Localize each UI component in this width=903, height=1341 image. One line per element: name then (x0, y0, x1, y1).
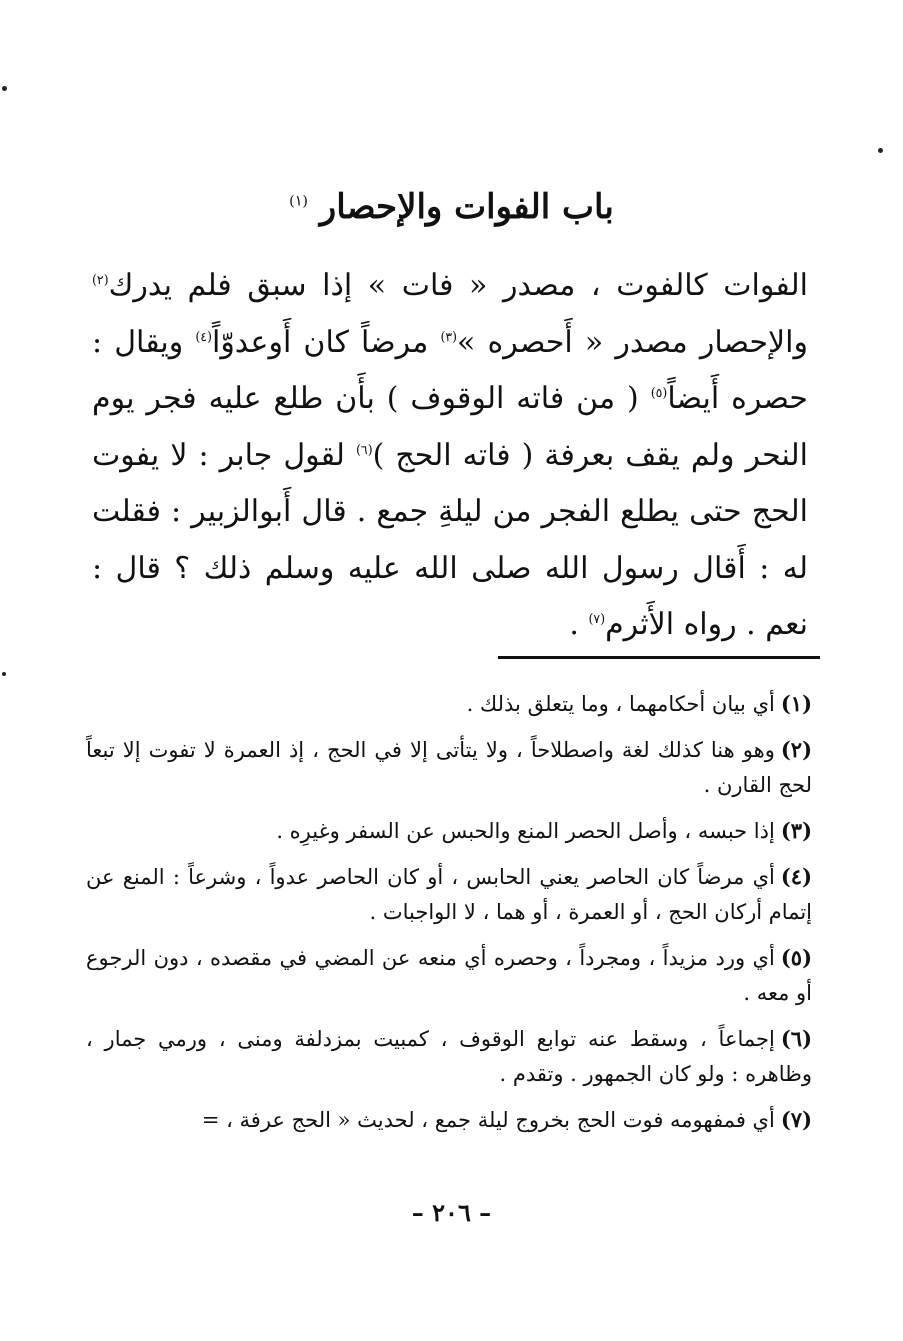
chapter-title-text: باب الفوات والإحصار (319, 187, 614, 227)
footnote-text: إذا حبسه ، وأصل الحصر المنع والحبس عن السفر وغيرِه . (276, 819, 775, 843)
footnote-text: أي ورد مزيداً ، ومجرداً ، وحصره أي منعه عن المضي في مقصده ، دون الرجوع أو معه . (86, 946, 812, 1005)
main-text-segment: والإحصار مصدر « أَحصره » (457, 324, 808, 360)
scan-speck (2, 672, 6, 676)
footnote (86, 732, 812, 803)
footnote-ref: (١) (289, 193, 308, 210)
footnote-text: أي بيان أحكامهما ، وما يتعلق بذلك . (466, 692, 775, 716)
footnote-text: أي فمفهومه فوت الحج بخروج ليلة جمع ، لحديث « الحج عرفة ، = (201, 1108, 775, 1132)
footnotes (86, 686, 812, 1148)
footnote-number: (٤) (780, 864, 812, 889)
footnote-text: إجماعاً ، وسقط عنه توابع الوقوف ، كمبيت بمزدلفة ومنى ، ورمي جمار ، وظاهره : ولو كان الجمهور . وتقدم . (86, 1027, 812, 1086)
footnote-number: (٣) (780, 818, 812, 843)
main-text-segment: مرضاً كان أَوعدوّاً (211, 324, 429, 360)
page-number: – ٢٠٦ – (411, 1198, 492, 1227)
main-text-segment: لقول جابر : لا يفوت الحج حتى يطلع الفجر من ليلةِ جمع . قال أَبوالزبير : فقلت له : أَقال رسول الله صلى الله عليه وسلم ذلك ؟ قال : نعم . رواه الأَثرم (92, 437, 808, 642)
main-text-segment: الفوات كالفوت ، مصدر « فات » إذا سبق فلم يدرك (108, 268, 808, 303)
footnote (86, 1102, 812, 1138)
scan-speck (2, 86, 7, 91)
main-paragraph (92, 258, 808, 654)
footnote-ref: (٢) (92, 272, 109, 287)
footnote-number: (١) (780, 691, 812, 716)
footnote-number: (٦) (780, 1026, 812, 1051)
footnote (86, 859, 812, 930)
footnote-ref: (٤) (195, 328, 212, 344)
scan-speck (878, 148, 883, 153)
footnote-text: أي مرضاً كان الحاصر يعني الحابس ، أو كان الحاصر عدواً ، وشرعاً : المنع عن إتمام أركان الحج ، أو العمرة ، أو هما ، لا الواجبات . (86, 865, 812, 924)
footnote (86, 1021, 812, 1092)
footnote (86, 940, 812, 1011)
footnote (86, 686, 812, 722)
footnote (86, 813, 812, 849)
footnote-number: (٧) (780, 1107, 812, 1132)
footnote-ref: (٦) (356, 441, 373, 457)
main-text-segment: ويقال : حصره أَيضاً (92, 324, 808, 416)
main-text-segment: ( من فاته الوقوف ) بأَن طلع عليه فجر يوم النحر ولم يقف بعرفة ( فاته الحج ) (92, 381, 808, 473)
footnote-text: وهو هنا كذلك لغة واصطلاحاً ، ولا يتأتى إلا في الحج ، إذ العمرة لا تفوت إلا تبعاً لحج القارن . (86, 738, 812, 797)
footnote-ref: (٧) (588, 611, 606, 626)
main-text-segment: . (569, 607, 579, 642)
chapter-title (0, 182, 903, 232)
footnote-ref: (٥) (650, 385, 668, 400)
footnote-separator (498, 656, 820, 659)
footnote-ref: (٣) (440, 328, 458, 344)
footnote-number: (٢) (780, 737, 812, 762)
footnote-number: (٥) (780, 945, 812, 970)
main-text (92, 258, 808, 654)
